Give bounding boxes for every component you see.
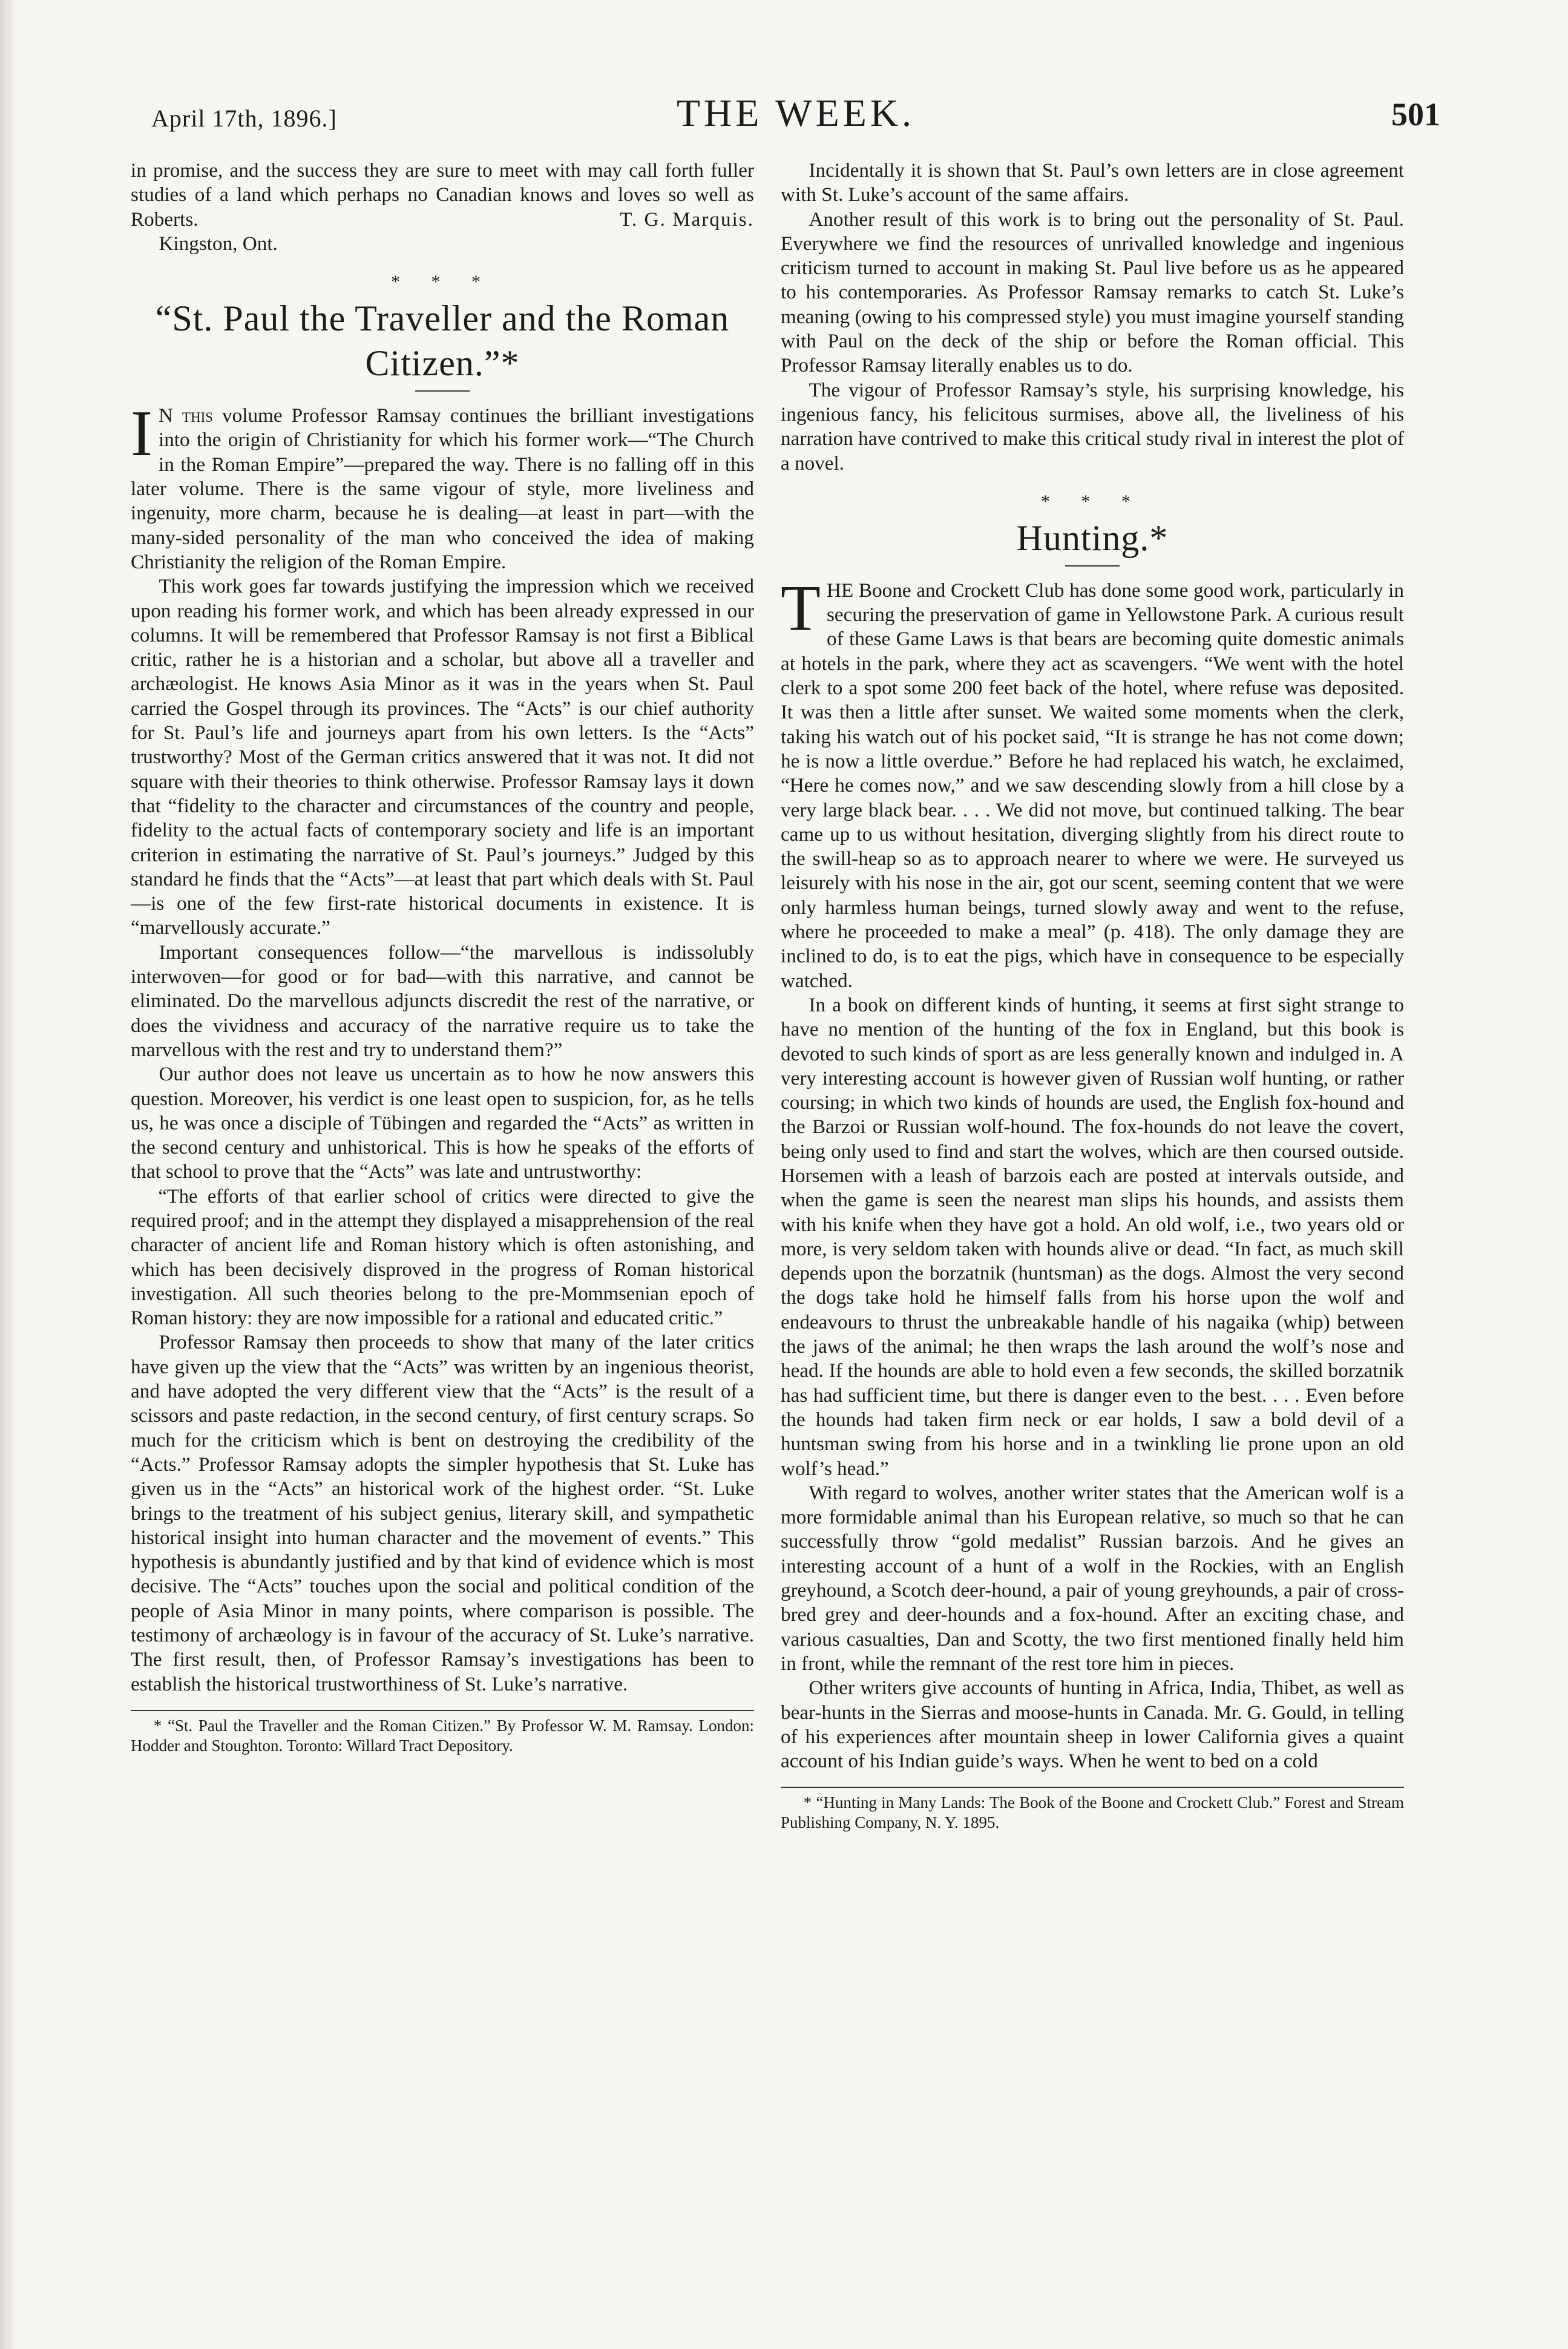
paragraph-text: Boone and Crockett Club has done some good work, particularly in securing the preservation of game in Yellowstone Park. A curious result of these Game Laws is that bears are becoming quite domestic animals at hotels in the park, where they act as scavengers. “We went with the hotel clerk to a spot some 200 feet back of the hotel, where refuse was deposited. It was then a little after sunset. We waited some moments when the clerk, taking his watch out of his pocket said, “It is strange he has not come down; he is now a little overdue.” Before he had replaced his watch, he exclaimed, “Here he comes now,” and we saw descending slowly from a hill close by a very large black bear. . . . We did not move, but continued talking. The bear came up to us without hesitation, diverging slightly from his direct route to the swill-heap so as to approach nearer to where we were. He surveyed us leisurely with his nose in the air, got our scent, seeming content that we were only harmless human beings, turned slowly away and went to the refuse, where he proceeded to make a meal” (p. 418). The only damage they are inclined to do, is to eat the pigs, which have in consequence to be especially watched. bbox=[781, 579, 1404, 992]
hunting-paragraph-2: In a book on different kinds of hunting, it seems at first sight strange to have no mention of the hunting of the fox in England, but this book is devoted to such kinds of sport as are less generally known and indulged in. A very interesting account is however given of Russian wolf hunting, or rather coursing; in which two kinds of hounds are used, the English fox-hound and the Barzoi or Russian wolf-hound. The fox-hounds do not leave the covert, being only used to find and start the wolves, which are then coursed outside. Horsemen with a leash of barzois each are posted at intervals outside, and when the game is seen the nearest man slips his hounds, and assists them with his knife when they have got a hold. An old wolf, i.e., two years old or more, is very seldom taken with hounds alive or dead. “In fact, as much skill depends upon the borzatnik (huntsman) as the dogs. Almost the very second the dogs take hold he himself falls from his horse upon the wolf and endeavours to thrust the unbreakable handle of his nagaika (whip) between the jaws of the animal; he then wraps the lash around the wolf’s nose and head. If the hounds are able to hold even a few seconds, the skilled borzatnik has had sufficient time, but there is danger even to the best. . . . Even before the hounds had taken firm neck or ear holds, I saw a bold devil of a huntsman swing from his horse and in a twinkling lie prone upon an old wolf’s head.” bbox=[781, 993, 1404, 1480]
article-title-st-paul: “St. Paul the Traveller and the Roman Citizen.”* bbox=[155, 298, 730, 384]
left-column bbox=[131, 159, 754, 2247]
publication-title: THE WEEK. bbox=[676, 91, 916, 134]
section-separator: * * * bbox=[1041, 491, 1144, 511]
lead-words: N this bbox=[158, 404, 214, 427]
hunting-footnote: * “Hunting in Many Lands: The Book of the Boone and Crockett Club.” Forest and Stream Publishing Company, N. Y. 1895. bbox=[781, 1793, 1404, 1832]
page-number: 501 bbox=[1391, 96, 1440, 133]
st-paul-paragraph-7: Incidentally it is shown that St. Paul’s own letters are in close agreement with St. Luke’s account of the same affairs. bbox=[781, 159, 1404, 206]
title-rule bbox=[1065, 565, 1120, 567]
footnote-rule bbox=[781, 1787, 1404, 1788]
page-header bbox=[151, 91, 1440, 145]
drop-cap: I bbox=[131, 398, 153, 470]
section-separator: * * * bbox=[391, 272, 494, 292]
lead-words: HE bbox=[826, 579, 854, 602]
footnote-rule bbox=[131, 1710, 754, 1711]
page-binding-shadow bbox=[0, 0, 16, 2349]
hunting-paragraph-4: Other writers give accounts of hunting in Africa, India, Thibet, as well as bear-hunts in the Sierras and moose-hunts in Canada. Mr. G. Gould, in telling of his experiences after mountain sheep in lower California gives a quaint account of his Indian guide’s ways. When he went to bed on a cold bbox=[781, 1677, 1404, 1773]
st-paul-paragraph-1 bbox=[131, 398, 754, 574]
drop-cap: T bbox=[781, 572, 821, 645]
st-paul-paragraph-9: The vigour of Professor Ramsay’s style, his surprising knowledge, his ingenious fancy, his felicitous surmises, above all, the liveliness of his narration have contrived to make this critical study rival in interest the plot of a novel. bbox=[781, 378, 1404, 475]
previous-review-ending bbox=[131, 159, 754, 232]
st-paul-paragraph-4: Our author does not leave us uncertain as to how he now answers this question. Moreover, his verdict is one least open to suspicion, for, as he tells us, he was once a disciple of Tübingen and regarded the “Acts” as written in the second century and unhistorical. This is how he speaks of the efforts of that school to prove that the “Acts” was late and untrustworthy: bbox=[131, 1063, 754, 1183]
st-paul-quotation: “The efforts of that earlier school of critics were directed to give the required proof; and in the attempt they displayed a misapprehension of the real character of ancient life and Roman history which is often astonishing, and which has been decisively disproved in the progress of Roman historical investigation. All such theories belong to the pre-Mommsenian epoch of Roman history: they are now impossible for a rational and educated critic.” bbox=[131, 1185, 754, 1330]
st-paul-paragraph-2: This work goes far towards justifying the impression which we received upon reading his former work, and which has been already expressed in our columns. It will be remembered that Professor Ramsay is not first a Biblical critic, rather he is a historian and a scholar, but above all a traveller and archæologist. He knows Asia Minor as it was in the years when St. Paul carried the Gospel through its provinces. The “Acts” is our chief authority for St. Paul’s life and journeys apart from his own letters. Is the “Acts” trustworthy? Most of the German critics answered that it was not. It did not square with their theories to think otherwise. Professor Ramsay lays it down that “fidelity to the character and circumstances of the country and people, fidelity to the actual facts of contemporary society and life is an important criterion in estimating the narrative of St. Paul’s journeys.” Judged by this standard he finds that the “Acts”—at least that part which deals with St. Paul—is one of the few first-rate historical documents in existence. It is “marvellously accurate.” bbox=[131, 575, 754, 939]
st-paul-paragraph-6: Professor Ramsay then proceeds to show that many of the later critics have given up the view that the “Acts” was written by an ingenious theorist, and have adopted the very different view that the “Acts” is the result of a scissors and paste redaction, in the second century, of first century scraps. So much for the criticism which is bent on destroying the credibility of the “Acts.” Professor Ramsay adopts the simpler hypothesis that St. Luke has given us in the “Acts” an historical work of the highest order. “St. Luke brings to the treatment of his subject genius, literary skill, and sympathetic historical insight into human character and the movement of events.” This hypothesis is abundantly justified and by that kind of evidence which is most decisive. The “Acts” touches upon the social and political condition of the people of Asia Minor in many points, where comparison is possible. The testimony of archæology is in favour of the accuracy of St. Luke’s narrative. The first result, then, of Professor Ramsay’s investigations has been to establish the historical trustworthiness of St. Luke’s narrative. bbox=[131, 1331, 754, 1695]
st-paul-paragraph-3: Important consequences follow—“the marvellous is indissolubly interwoven—for good or for bad—with this narrative, and cannot be eliminated. Do the marvellous adjuncts discredit the rest of the narrative, or does the vividness and accuracy of the narrative require us to take the marvellous with the rest and try to understand them?” bbox=[131, 941, 754, 1061]
hunting-paragraph-3: With regard to wolves, another writer states that the American wolf is a more formidable animal than his European relative, so much so that he can successfully throw “gold medalist” Russian barzois. And he gives an interesting account of a hunt of a wolf in the Rockies, with an English greyhound, a Scotch deer-hound, a pair of young greyhounds, a pair of cross-bred grey and deer-hounds and a fox-hound. After an exciting chase, and various casualties, Dan and Scotty, the two first mentioned finally held him in front, while the remnant of the rest tore him in pieces. bbox=[781, 1481, 1404, 1675]
issue-date: April 17th, 1896.] bbox=[151, 105, 337, 132]
article-title-hunting: Hunting.* bbox=[1016, 517, 1169, 558]
review-location: Kingston, Ont. bbox=[159, 232, 278, 255]
review-signature: T. G. Marquis. bbox=[620, 208, 754, 231]
st-paul-footnote: * “St. Paul the Traveller and the Roman Citizen.” By Professor W. M. Ramsay. London: Hodder and Stoughton. Toronto: Willard Tract Depository. bbox=[131, 1716, 754, 1755]
title-rule bbox=[415, 390, 470, 392]
hunting-paragraph-1 bbox=[781, 572, 1404, 993]
paragraph-text: volume Professor Ramsay continues the brilliant investigations into the origin of Christianity for which his former work—“The Church in the Roman Empire”—prepared the way. There is no falling off in this later volume. There is the same vigour of style, more liveliness and ingenuity, more charm, because he is dealing—at least in part—with the many-sided personality of the man who conceived the idea of making Christianity the religion of the Roman Empire. bbox=[131, 404, 754, 573]
st-paul-paragraph-8: Another result of this work is to bring out the personality of St. Paul. Everywhere we find the resources of unrivalled knowledge and ingenious criticism turned to account in making St. Paul live before us as he appeared to his contemporaries. As Professor Ramsay remarks to catch St. Luke’s meaning (owing to his compressed style) you must imagine yourself standing with Paul on the deck of the ship or before the Roman official. This Professor Ramsay literally enables us to do. bbox=[781, 208, 1404, 377]
right-column bbox=[781, 159, 1404, 2247]
previous-review-text: in promise, and the success they are sure to meet with may call forth fuller studies of a land which perhaps no Canadian knows and loves so well as Roberts. bbox=[131, 159, 754, 231]
